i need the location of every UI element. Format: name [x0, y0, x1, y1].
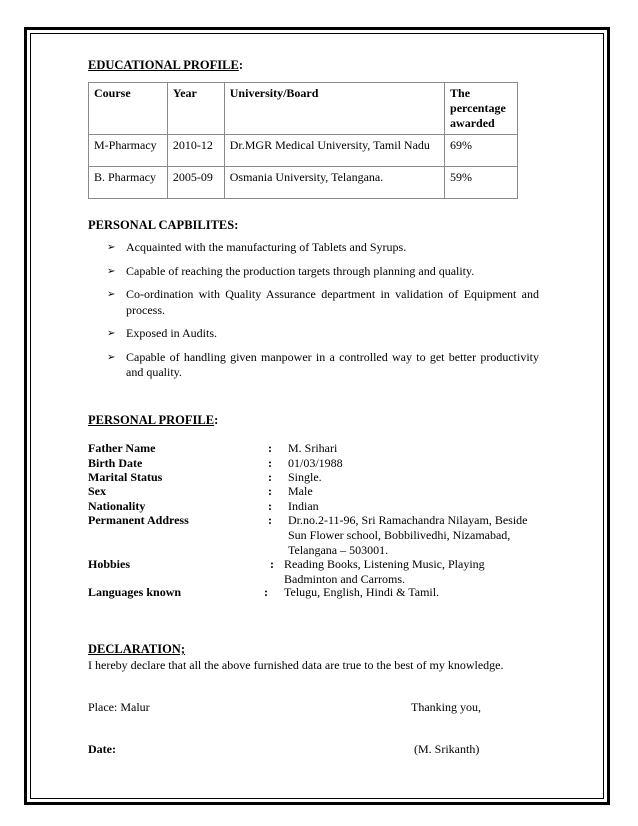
profile-colon: :: [268, 499, 272, 513]
cell-percentage: 69%: [445, 135, 518, 167]
declaration-heading: DECLARATION;: [88, 642, 185, 656]
education-table: [88, 82, 518, 199]
thanking-text: Thanking you,: [411, 700, 481, 714]
declaration-text: I hereby declare that all the above furnished data are true to the best of my knowledge.: [88, 658, 504, 672]
educational-profile-heading-text: EDUCATIONAL PROFILE: [88, 58, 239, 72]
list-item: [107, 264, 539, 280]
profile-colon: :: [264, 585, 268, 599]
profile-value-birth-date: 01/03/1988: [288, 456, 343, 470]
education-table-header-row: [89, 83, 518, 135]
capability-text: Co-ordination with Quality Assurance department in validation of Equipment and process.: [126, 287, 539, 317]
profile-value-permanent-address: Dr.no.2-11-96, Sri Ramachandra Nilayam, Beside Sun Flower school, Bobbilivedhi, Nizamabad, Telangana – 503001.: [288, 513, 528, 557]
profile-label-father-name: Father Name: [88, 441, 156, 455]
profile-label-sex: Sex: [88, 484, 106, 498]
list-item: [107, 350, 539, 381]
arrow-bullet-icon: ➢: [107, 328, 116, 339]
profile-value-languages-known: Telugu, English, Hindi & Tamil.: [284, 585, 440, 599]
profile-colon: :: [270, 557, 274, 571]
profile-colon: :: [268, 470, 272, 484]
profile-value-marital-status: Single.: [288, 470, 322, 484]
personal-profile-heading-colon: :: [214, 413, 219, 427]
personal-profile-heading: [88, 413, 218, 428]
profile-colon: :: [268, 484, 272, 498]
educational-profile-heading-colon: :: [238, 58, 244, 72]
profile-value-hobbies: Reading Books, Listening Music, Playing Badminton and Carroms.: [284, 557, 485, 586]
profile-label-hobbies: Hobbies: [88, 557, 131, 571]
profile-label-birth-date: Birth Date: [88, 456, 143, 470]
list-item: [107, 240, 539, 256]
cell-year: 2005-09: [167, 167, 224, 199]
profile-colon: :: [268, 513, 272, 527]
capability-text: Capable of reaching the production targets through planning and quality.: [126, 263, 475, 278]
arrow-bullet-icon: ➢: [107, 351, 116, 363]
profile-label-permanent-address: Permanent Address: [88, 513, 189, 527]
personal-capabilities-heading: PERSONAL CAPBILITES:: [88, 218, 239, 232]
cell-university: Dr.MGR Medical University, Tamil Nadu: [224, 135, 444, 167]
list-item: [107, 287, 539, 318]
capability-text: Acquainted with the manufacturing of Tablets and Syrups.: [126, 240, 407, 254]
col-header-year: Year: [167, 83, 224, 135]
place-text: Place: Malur: [88, 700, 150, 714]
col-header-percentage: The percentage awarded: [445, 83, 518, 135]
capability-text: Capable of handling given manpower in a controlled way to get better productivity and quality.: [126, 349, 539, 379]
arrow-bullet-icon: ➢: [107, 265, 116, 277]
col-header-university: University/Board: [224, 83, 444, 135]
profile-colon: :: [268, 441, 272, 455]
educational-profile-heading: [88, 58, 243, 73]
list-item: [107, 326, 539, 342]
table-row: [89, 135, 518, 167]
arrow-bullet-icon: ➢: [107, 289, 116, 300]
capability-text: Exposed in Audits.: [126, 326, 218, 340]
signature-name: (M. Srikanth): [414, 742, 480, 756]
col-header-course: Course: [89, 83, 168, 135]
cell-year: 2010-12: [167, 135, 224, 167]
profile-value-nationality: Indian: [288, 499, 319, 513]
capabilities-list: [107, 240, 539, 389]
profile-value-father-name: M. Srihari: [288, 441, 338, 455]
profile-label-marital-status: Marital Status: [88, 470, 163, 484]
cell-percentage: 59%: [445, 167, 518, 199]
table-row: [89, 167, 518, 199]
date-label: Date:: [88, 742, 116, 756]
cell-university: Osmania University, Telangana.: [224, 167, 444, 199]
personal-profile-heading-text: PERSONAL PROFILE: [88, 413, 215, 427]
profile-value-sex: Male: [288, 484, 313, 498]
cell-course: M-Pharmacy: [89, 135, 168, 167]
profile-label-languages-known: Languages known: [88, 585, 182, 599]
arrow-bullet-icon: ➢: [107, 242, 116, 253]
cell-course: B. Pharmacy: [89, 167, 168, 199]
profile-colon: :: [268, 456, 272, 470]
profile-label-nationality: Nationality: [88, 499, 146, 513]
